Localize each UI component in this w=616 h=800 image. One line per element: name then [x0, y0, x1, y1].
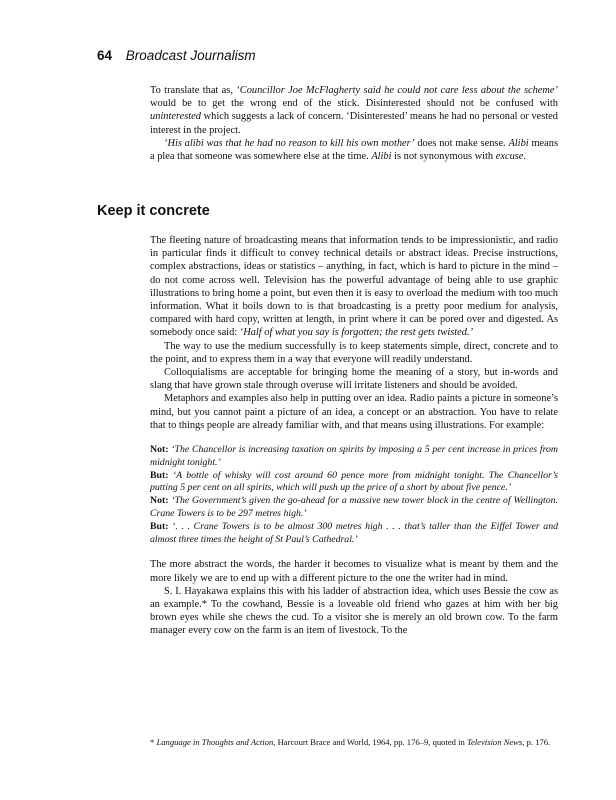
- body-paragraph: The fleeting nature of broadcasting means that information tends to be impressionistic, and radio in particular finds it difficult to convey technical details or abstract ideas. Precise instructions, complex abstractions, ideas or statistics – anything, in fact, which is hard to picture in the mind – do not come across well. Television has the powerful advantage of being able to use graphic illustrations to bring home a point, but even then it is easy to overload the medium with too much information. What it boils down to is that broadcasting is a pretty poor medium for analysis, compared with hard copy, written at length, in print where it can be pored over and digested. As somebody once said: ‘Half of what you say is forgotten; the rest gets twisted.’: [150, 235, 558, 339]
- body-paragraph: The more abstract the words, the harder it becomes to visualize what is meant by them and the more likely we are to end up with a different picture to the one the writer had in mind.: [150, 559, 558, 584]
- footnote: * Language in Thoughts and Action, Harcourt Brace and World, 1964, pp. 176–9, quoted in Television News, p. 176.: [150, 737, 551, 747]
- example-item: Not: ‘The Chancellor is increasing taxation on spirits by imposing a 5 per cent increase in prices from midnight tonight.’: [150, 444, 558, 468]
- body-paragraph: Colloquialisms are acceptable for bringing home the meaning of a story, but in-words and slang that have grown stale through overuse will irritate listeners and should be avoided.: [150, 367, 558, 392]
- intro-paragraph: ‘His alibi was that he had no reason to kill his own mother’ does not make sense. Alibi means a plea that someone was somewhere else at the time. Alibi is not synonymous with excuse.: [150, 137, 558, 163]
- book-title: Broadcast Journalism: [125, 48, 256, 63]
- section-body: [150, 234, 558, 638]
- section-heading: Keep it concrete: [97, 203, 210, 219]
- intro-paragraph: To translate that as, ‘Councillor Joe McFlagherty said he could not care less about the scheme’ would be to get the wrong end of the stick. Disinterested should not be confused with uninterested which suggests a lack of concern. ‘Disinterested’ means he had no personal or vested interest in the project.: [150, 85, 558, 136]
- body-paragraph: The way to use the medium successfully is to keep statements simple, direct, concrete and to the point, and to express them in a way that everyone will readily understand.: [150, 340, 558, 365]
- body-paragraph: S. I. Hayakawa explains this with his ladder of abstraction idea, which uses Bessie the cow as an example.* To the cowhand, Bessie is a loveable old friend who gazes at him with her big brown eyes while she chews the cud. To a visitor she is merely an old brown cow. To the farm manager every cow on the farm is an item of livestock. To the: [150, 585, 558, 637]
- example-item: But: ‘. . . Crane Towers is to be almost 300 metres high . . . that’s taller than the Eiffel Tower and almost three times the height of St Paul’s Cathedral.’: [150, 520, 558, 545]
- examples-list: [150, 444, 558, 546]
- running-header: [97, 48, 256, 63]
- example-item: But: ‘A bottle of whisky will cost around 60 pence more from midnight tonight. The Chancellor’s putting 5 per cent on all spirits, which will push up the price of a short by about five pence.’: [150, 469, 558, 494]
- body-paragraph: Metaphors and examples also help in putting over an idea. Radio paints a picture in someone’s mind, but you cannot paint a picture of an idea, a concept or an abstraction. You have to relate that to things people are already familiar with, and that means using illustrations. For example:: [150, 393, 558, 431]
- page-number: 64: [97, 48, 113, 63]
- intro-block: [150, 84, 558, 163]
- example-item: Not: ‘The Government’s given the go-ahead for a massive new tower block in the centre of Wellington. Crane Towers is to be 297 metres high.’: [150, 495, 558, 520]
